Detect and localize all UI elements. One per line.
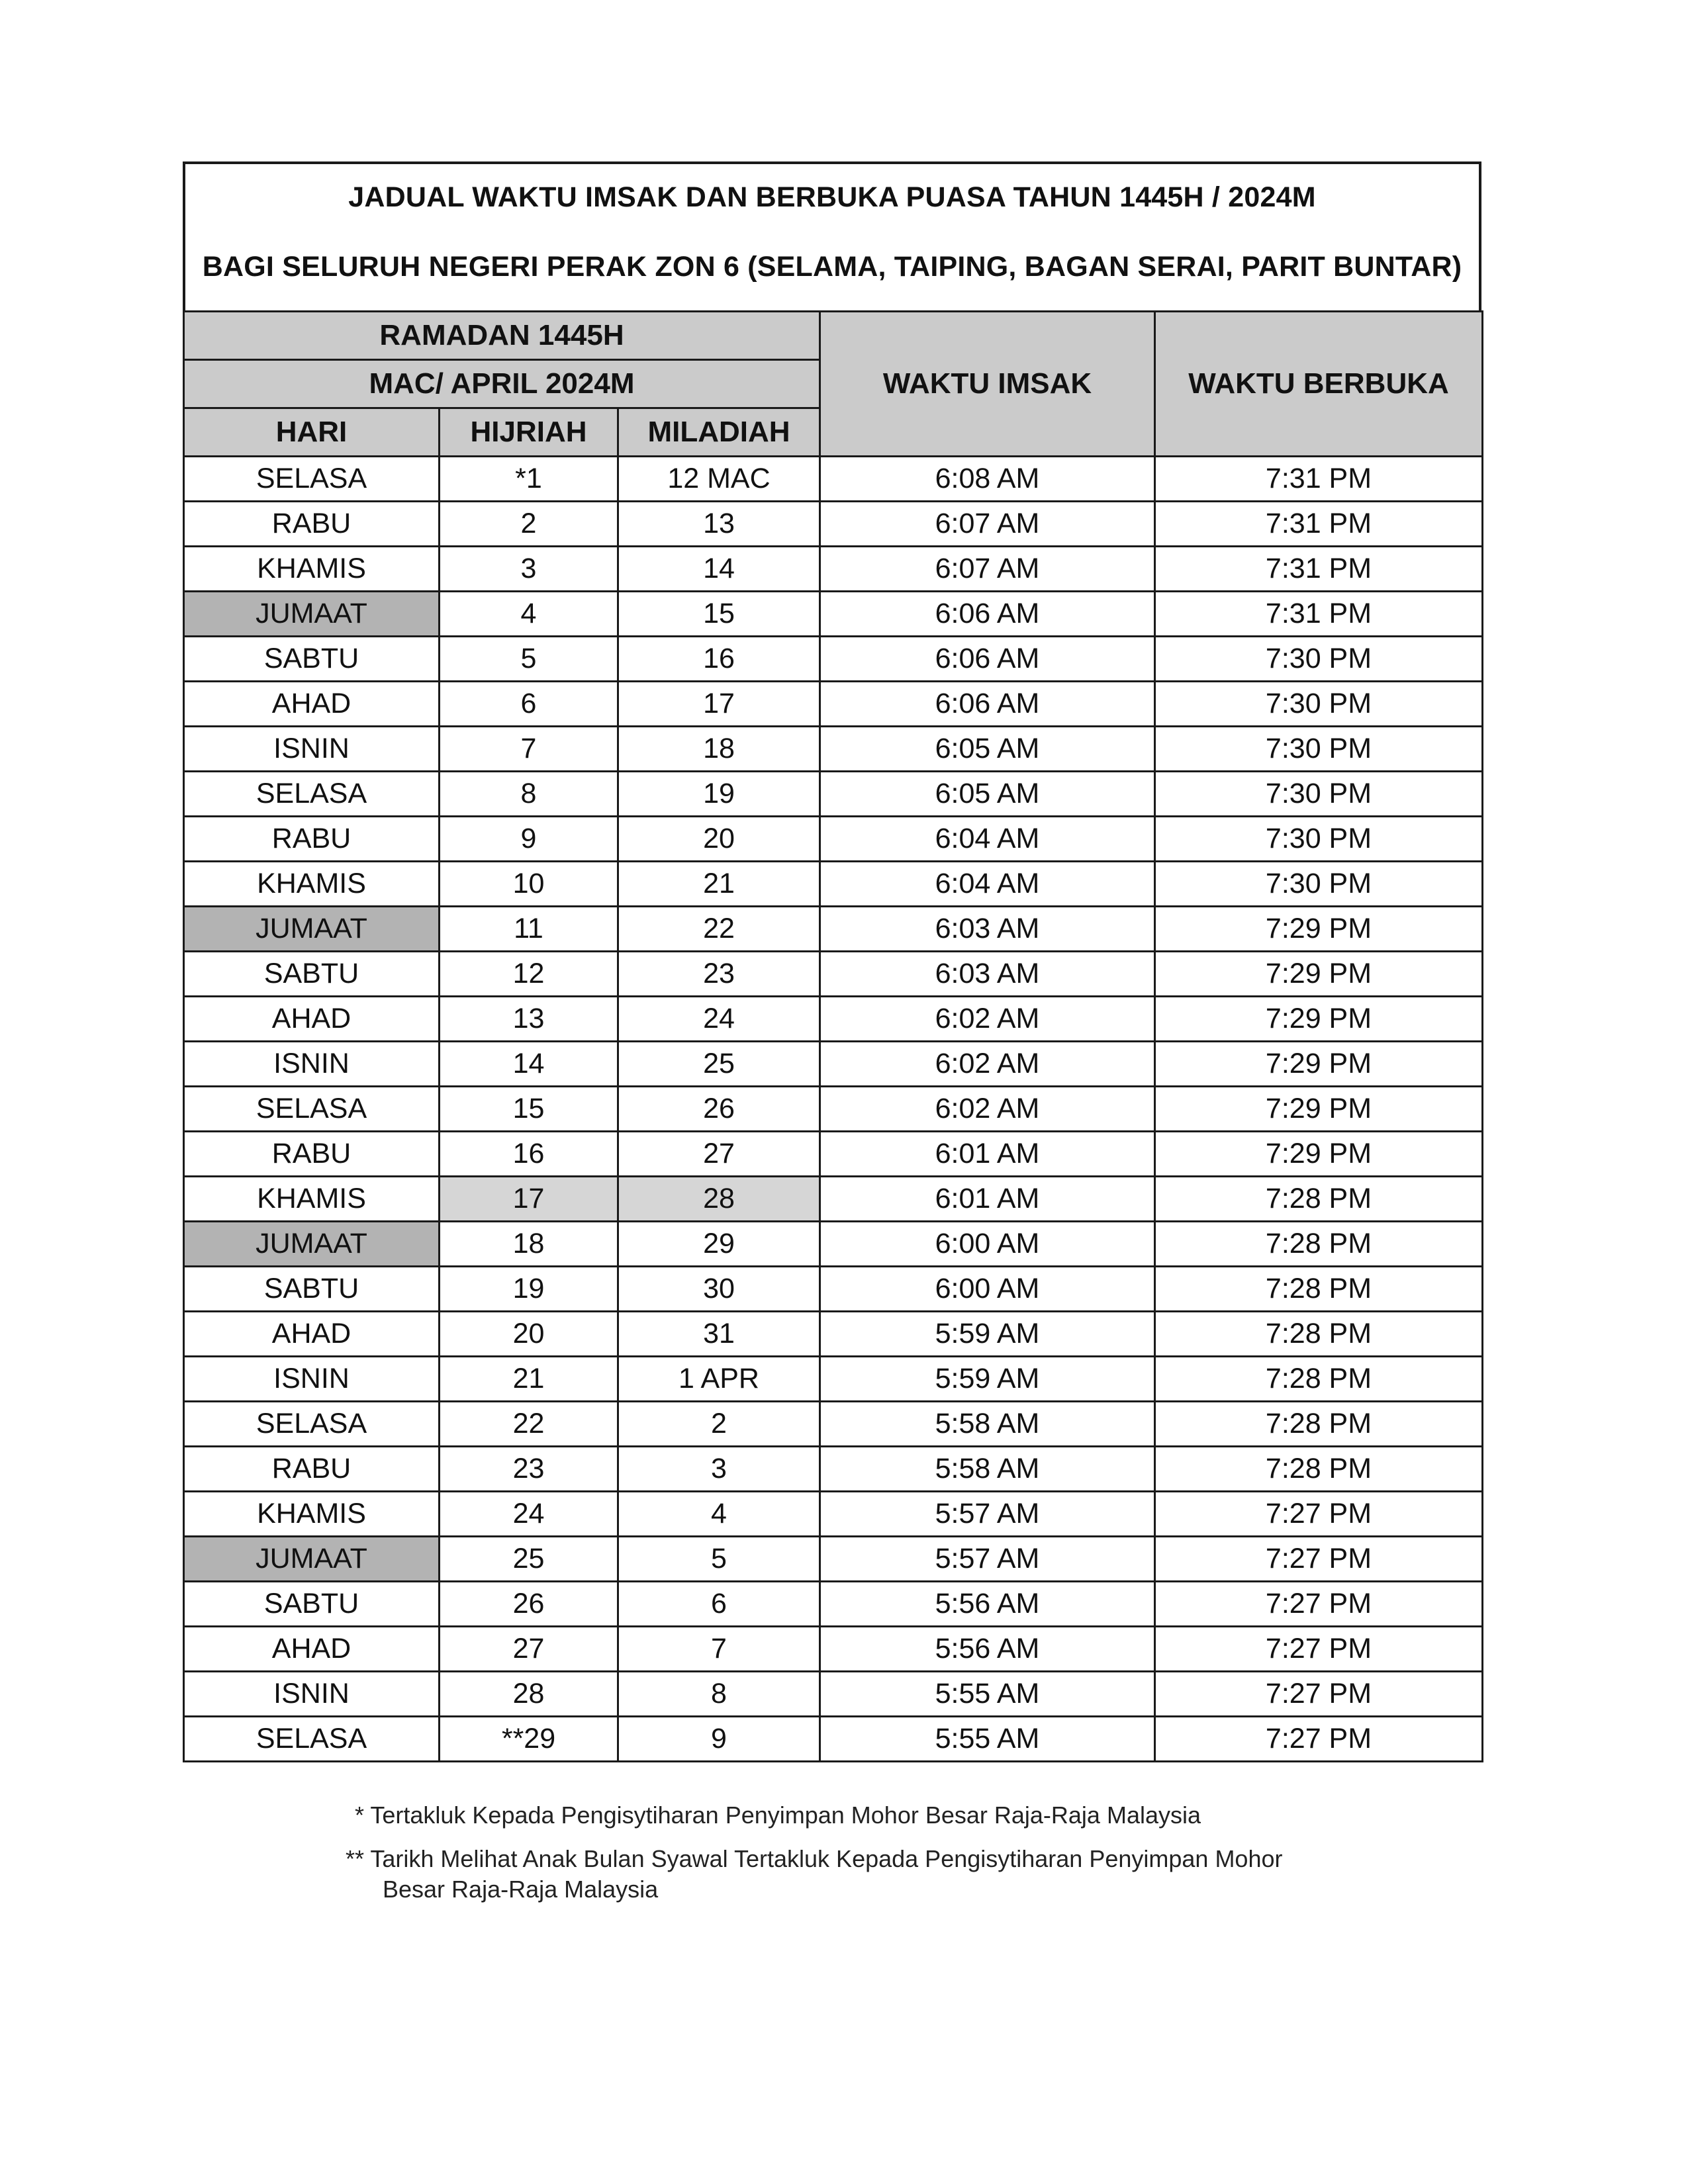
cell-miladiah: 22 (618, 907, 820, 952)
cell-hari: ISNIN (184, 1357, 440, 1402)
cell-hijriah: 25 (440, 1537, 618, 1582)
footnote-1 (355, 1800, 1414, 1831)
cell-hijriah: 3 (440, 547, 618, 592)
cell-hari: RABU (184, 502, 440, 547)
cell-miladiah: 26 (618, 1087, 820, 1132)
cell-hari: SABTU (184, 1582, 440, 1627)
cell-miladiah: 15 (618, 592, 820, 637)
cell-imsak: 5:57 AM (820, 1537, 1155, 1582)
cell-hijriah: 4 (440, 592, 618, 637)
cell-hijriah: 5 (440, 637, 618, 682)
cell-miladiah: 27 (618, 1132, 820, 1177)
cell-hari: ISNIN (184, 1042, 440, 1087)
table-row (184, 817, 1483, 862)
cell-berbuka: 7:30 PM (1155, 772, 1483, 817)
cell-berbuka: 7:31 PM (1155, 457, 1483, 502)
cell-hijriah: 12 (440, 952, 618, 997)
cell-berbuka: 7:31 PM (1155, 592, 1483, 637)
cell-hari: JUMAAT (184, 1222, 440, 1267)
cell-imsak: 6:07 AM (820, 502, 1155, 547)
table-row (184, 1357, 1483, 1402)
cell-imsak: 6:02 AM (820, 1042, 1155, 1087)
cell-hijriah: 22 (440, 1402, 618, 1447)
cell-imsak: 5:56 AM (820, 1627, 1155, 1672)
cell-imsak: 6:04 AM (820, 862, 1155, 907)
cell-hari: KHAMIS (184, 547, 440, 592)
header-hijriah: HIJRIAH (440, 408, 618, 457)
imsak-berbuka-table (183, 310, 1483, 1762)
cell-hari: SABTU (184, 1267, 440, 1312)
cell-hijriah: 8 (440, 772, 618, 817)
cell-hari: SELASA (184, 1402, 440, 1447)
cell-imsak: 5:56 AM (820, 1582, 1155, 1627)
cell-berbuka: 7:28 PM (1155, 1447, 1483, 1492)
cell-berbuka: 7:27 PM (1155, 1492, 1483, 1537)
table-row (184, 1222, 1483, 1267)
cell-berbuka: 7:30 PM (1155, 637, 1483, 682)
cell-hari: SABTU (184, 952, 440, 997)
header-miladiah: MILADIAH (618, 408, 820, 457)
cell-miladiah: 8 (618, 1672, 820, 1717)
cell-imsak: 5:59 AM (820, 1312, 1155, 1357)
cell-berbuka: 7:28 PM (1155, 1267, 1483, 1312)
table-row (184, 862, 1483, 907)
cell-hijriah: 16 (440, 1132, 618, 1177)
cell-berbuka: 7:30 PM (1155, 682, 1483, 727)
table-row (184, 457, 1483, 502)
table-row (184, 1447, 1483, 1492)
cell-imsak: 5:59 AM (820, 1357, 1155, 1402)
cell-miladiah: 6 (618, 1582, 820, 1627)
cell-berbuka: 7:27 PM (1155, 1717, 1483, 1762)
header-hari: HARI (184, 408, 440, 457)
cell-hijriah: 14 (440, 1042, 618, 1087)
cell-hijriah: **29 (440, 1717, 618, 1762)
cell-berbuka: 7:28 PM (1155, 1402, 1483, 1447)
cell-miladiah: 4 (618, 1492, 820, 1537)
table-row (184, 1132, 1483, 1177)
cell-imsak: 5:58 AM (820, 1402, 1155, 1447)
cell-imsak: 6:06 AM (820, 682, 1155, 727)
cell-hari: AHAD (184, 997, 440, 1042)
cell-imsak: 6:06 AM (820, 592, 1155, 637)
table-row (184, 1717, 1483, 1762)
cell-hari: SABTU (184, 637, 440, 682)
cell-imsak: 6:05 AM (820, 727, 1155, 772)
cell-hijriah: 13 (440, 997, 618, 1042)
footnote-2-continuation: Besar Raja-Raja Malaysia (383, 1876, 659, 1903)
cell-hari: SELASA (184, 457, 440, 502)
cell-hijriah: 2 (440, 502, 618, 547)
cell-imsak: 6:02 AM (820, 1087, 1155, 1132)
cell-miladiah: 16 (618, 637, 820, 682)
table-row (184, 592, 1483, 637)
cell-hari: KHAMIS (184, 862, 440, 907)
table-row (184, 1267, 1483, 1312)
cell-miladiah: 29 (618, 1222, 820, 1267)
cell-miladiah: 18 (618, 727, 820, 772)
table-row (184, 772, 1483, 817)
cell-hari: RABU (184, 817, 440, 862)
footnote-2 (346, 1844, 1414, 1905)
cell-hijriah: 24 (440, 1492, 618, 1537)
cell-hijriah: 26 (440, 1582, 618, 1627)
cell-berbuka: 7:29 PM (1155, 1042, 1483, 1087)
cell-berbuka: 7:30 PM (1155, 862, 1483, 907)
cell-miladiah: 25 (618, 1042, 820, 1087)
cell-berbuka: 7:28 PM (1155, 1312, 1483, 1357)
cell-hijriah: 15 (440, 1087, 618, 1132)
cell-miladiah: 30 (618, 1267, 820, 1312)
cell-miladiah: 24 (618, 997, 820, 1042)
cell-hari: KHAMIS (184, 1177, 440, 1222)
cell-hijriah: 21 (440, 1357, 618, 1402)
cell-miladiah: 3 (618, 1447, 820, 1492)
cell-hijriah: 18 (440, 1222, 618, 1267)
cell-hari: SELASA (184, 1717, 440, 1762)
cell-hari: ISNIN (184, 1672, 440, 1717)
cell-berbuka: 7:30 PM (1155, 817, 1483, 862)
cell-imsak: 5:55 AM (820, 1717, 1155, 1762)
cell-hari: AHAD (184, 682, 440, 727)
cell-imsak: 6:01 AM (820, 1132, 1155, 1177)
table-row (184, 547, 1483, 592)
schedule-document (183, 161, 1481, 1762)
cell-hijriah: 9 (440, 817, 618, 862)
cell-hari: SELASA (184, 1087, 440, 1132)
cell-imsak: 5:57 AM (820, 1492, 1155, 1537)
cell-imsak: 6:04 AM (820, 817, 1155, 862)
cell-miladiah: 5 (618, 1537, 820, 1582)
cell-miladiah: 28 (618, 1177, 820, 1222)
cell-berbuka: 7:31 PM (1155, 547, 1483, 592)
cell-imsak: 5:55 AM (820, 1672, 1155, 1717)
cell-hari: ISNIN (184, 727, 440, 772)
cell-hijriah: *1 (440, 457, 618, 502)
header-waktu-berbuka: WAKTU BERBUKA (1155, 312, 1483, 457)
cell-miladiah: 23 (618, 952, 820, 997)
cell-miladiah: 2 (618, 1402, 820, 1447)
cell-hari: AHAD (184, 1627, 440, 1672)
cell-hijriah: 20 (440, 1312, 618, 1357)
cell-hari: RABU (184, 1132, 440, 1177)
cell-hijriah: 23 (440, 1447, 618, 1492)
cell-berbuka: 7:28 PM (1155, 1222, 1483, 1267)
cell-berbuka: 7:29 PM (1155, 1132, 1483, 1177)
document-subtitle: BAGI SELURUH NEGERI PERAK ZON 6 (SELAMA, TAIPING, BAGAN SERAI, PARIT BUNTAR) (202, 251, 1462, 283)
header-ramadan: RAMADAN 1445H (184, 312, 820, 360)
cell-hari: SELASA (184, 772, 440, 817)
footnote-1-text: * Tertakluk Kepada Pengisytiharan Penyimpan Mohor Besar Raja-Raja Malaysia (355, 1801, 1201, 1829)
cell-imsak: 6:07 AM (820, 547, 1155, 592)
cell-berbuka: 7:28 PM (1155, 1177, 1483, 1222)
document-title: JADUAL WAKTU IMSAK DAN BERBUKA PUASA TAHUN 1445H / 2024M (348, 181, 1316, 213)
cell-imsak: 6:02 AM (820, 997, 1155, 1042)
cell-imsak: 6:08 AM (820, 457, 1155, 502)
cell-hari: JUMAAT (184, 1537, 440, 1582)
cell-hijriah: 17 (440, 1177, 618, 1222)
cell-hari: AHAD (184, 1312, 440, 1357)
cell-hijriah: 10 (440, 862, 618, 907)
cell-imsak: 6:03 AM (820, 952, 1155, 997)
table-row (184, 952, 1483, 997)
table-row (184, 502, 1483, 547)
cell-hijriah: 11 (440, 907, 618, 952)
cell-hari: JUMAAT (184, 592, 440, 637)
header-waktu-imsak: WAKTU IMSAK (820, 312, 1155, 457)
header-months: MAC/ APRIL 2024M (184, 360, 820, 408)
footnotes (346, 1800, 1414, 1918)
cell-berbuka: 7:29 PM (1155, 907, 1483, 952)
cell-berbuka: 7:27 PM (1155, 1537, 1483, 1582)
table-row (184, 997, 1483, 1042)
cell-hari: RABU (184, 1447, 440, 1492)
table-row (184, 1627, 1483, 1672)
cell-hijriah: 19 (440, 1267, 618, 1312)
cell-berbuka: 7:28 PM (1155, 1357, 1483, 1402)
cell-miladiah: 9 (618, 1717, 820, 1762)
cell-imsak: 6:03 AM (820, 907, 1155, 952)
cell-miladiah: 20 (618, 817, 820, 862)
cell-berbuka: 7:27 PM (1155, 1582, 1483, 1627)
cell-miladiah: 13 (618, 502, 820, 547)
cell-imsak: 5:58 AM (820, 1447, 1155, 1492)
cell-miladiah: 19 (618, 772, 820, 817)
cell-berbuka: 7:27 PM (1155, 1672, 1483, 1717)
cell-imsak: 6:05 AM (820, 772, 1155, 817)
table-row (184, 1042, 1483, 1087)
cell-miladiah: 14 (618, 547, 820, 592)
cell-miladiah: 1 APR (618, 1357, 820, 1402)
cell-hari: KHAMIS (184, 1492, 440, 1537)
table-row (184, 637, 1483, 682)
cell-berbuka: 7:27 PM (1155, 1627, 1483, 1672)
table-row (184, 1312, 1483, 1357)
cell-hijriah: 7 (440, 727, 618, 772)
cell-miladiah: 17 (618, 682, 820, 727)
title-box (183, 161, 1481, 310)
cell-berbuka: 7:31 PM (1155, 502, 1483, 547)
cell-hijriah: 27 (440, 1627, 618, 1672)
cell-imsak: 6:01 AM (820, 1177, 1155, 1222)
cell-miladiah: 21 (618, 862, 820, 907)
cell-imsak: 6:06 AM (820, 637, 1155, 682)
footnote-2-text: ** Tarikh Melihat Anak Bulan Syawal Tertakluk Kepada Pengisytiharan Penyimpan Mohor (346, 1845, 1283, 1872)
table-row (184, 1402, 1483, 1447)
table-row (184, 1582, 1483, 1627)
cell-imsak: 6:00 AM (820, 1267, 1155, 1312)
table-row (184, 727, 1483, 772)
cell-hijriah: 6 (440, 682, 618, 727)
table-row (184, 1087, 1483, 1132)
cell-imsak: 6:00 AM (820, 1222, 1155, 1267)
table-row (184, 1537, 1483, 1582)
cell-miladiah: 31 (618, 1312, 820, 1357)
cell-miladiah: 7 (618, 1627, 820, 1672)
table-row (184, 1672, 1483, 1717)
cell-berbuka: 7:29 PM (1155, 997, 1483, 1042)
cell-miladiah: 12 MAC (618, 457, 820, 502)
table-body (184, 457, 1483, 1762)
cell-berbuka: 7:30 PM (1155, 727, 1483, 772)
cell-berbuka: 7:29 PM (1155, 1087, 1483, 1132)
table-row (184, 907, 1483, 952)
cell-hari: JUMAAT (184, 907, 440, 952)
table-row (184, 682, 1483, 727)
table-row (184, 1177, 1483, 1222)
table-row (184, 1492, 1483, 1537)
cell-hijriah: 28 (440, 1672, 618, 1717)
cell-berbuka: 7:29 PM (1155, 952, 1483, 997)
